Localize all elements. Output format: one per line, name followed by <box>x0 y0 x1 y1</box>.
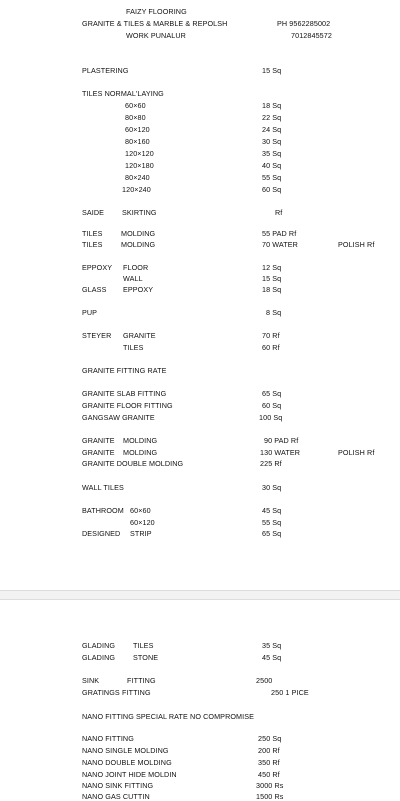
pup-label: PUP <box>82 308 98 317</box>
tile-rate: 55 Sq <box>262 173 282 182</box>
tile-size: 120×120 <box>125 149 154 158</box>
steyer-col1: STEYER <box>82 331 112 340</box>
wall-tiles-label: WALL TILES <box>82 483 124 492</box>
bathroom-rate: 45 Sq <box>262 506 282 515</box>
tile-size: 120×180 <box>125 161 154 170</box>
tile-size: 80×240 <box>125 173 150 182</box>
bathroom-col1: DESIGNED <box>82 529 121 538</box>
tiles-molding-col1: TILES <box>82 240 103 249</box>
tiles-laying-heading: TILES NORMAL'LAYING <box>82 89 164 98</box>
phone-number: PH 9562285002 <box>277 19 331 28</box>
nano-label: NANO FITTING <box>82 734 134 743</box>
eppoxy-col2: FLOOR <box>123 263 149 272</box>
tiles-molding-col2: MOLDING <box>121 240 156 249</box>
nano-rate: 250 Sq <box>258 734 282 743</box>
tile-rate: 24 Sq <box>262 125 282 134</box>
eppoxy-rate: 12 Sq <box>262 263 282 272</box>
granite-molding-extra: POLISH Rf <box>338 448 375 457</box>
granite-fitting-rate: 100 Sq <box>259 413 283 422</box>
tiles-molding-col2: MOLDING <box>121 229 156 238</box>
fitting-rate: 250 1 PICE <box>271 688 309 697</box>
fitting-col1: SINK <box>82 676 100 685</box>
tile-rate: 60 Sq <box>262 185 282 194</box>
nano-label: NANO DOUBLE MOLDING <box>82 758 172 767</box>
eppoxy-col1: EPPOXY <box>82 263 113 272</box>
pup-rate: 8 Sq <box>266 308 282 317</box>
nano-label: NANO JOINT HIDE MOLDIN <box>82 770 177 779</box>
granite-molding-rate: 130 WATER <box>260 448 301 457</box>
tile-size: 80×160 <box>125 137 150 146</box>
tiles-molding-rate: 55 PAD Rf <box>262 229 297 238</box>
glading-rate: 45 Sq <box>262 653 282 662</box>
granite-fitting-label: GRANITE SLAB FITTING <box>82 389 167 398</box>
granite-molding-col1: GRANITE <box>82 448 115 457</box>
bathroom-rate: 65 Sq <box>262 529 282 538</box>
granite-molding-col1: GRANITE DOUBLE MOLDING <box>82 459 184 468</box>
services-line: GRANITE & TILES & MARBLE & REPOLSH <box>82 19 228 28</box>
skirting-col2: SKIRTING <box>122 208 157 217</box>
nano-rate: 200 Rf <box>258 746 280 755</box>
nano-label: NANO SINK FITTING <box>82 781 154 790</box>
plastering-label: PLASTERING <box>82 66 129 75</box>
eppoxy-col2: WALL <box>123 274 143 283</box>
tile-rate: 30 Sq <box>262 137 282 146</box>
business-name: FAIZY FLOORING <box>126 7 187 16</box>
glading-rate: 35 Sq <box>262 641 282 650</box>
tile-size: 60×120 <box>125 125 150 134</box>
tiles-molding-rate: 70 WATER <box>262 240 298 249</box>
steyer-col2: TILES <box>123 343 144 352</box>
nano-heading: NANO FITTING SPECIAL RATE NO COMPROMISE <box>82 712 255 721</box>
location-line: WORK PUNALUR <box>126 31 186 40</box>
granite-fitting-label: GRANITE FLOOR FITTING <box>82 401 173 410</box>
granite-molding-rate: 90 PAD Rf <box>264 436 299 445</box>
glading-col1: GLADING <box>82 641 116 650</box>
steyer-rate: 60 Rf <box>262 343 280 352</box>
tile-rate: 35 Sq <box>262 149 282 158</box>
granite-fitting-rate: 60 Sq <box>262 401 282 410</box>
eppoxy-rate: 15 Sq <box>262 274 282 283</box>
tile-size: 120×240 <box>122 185 151 194</box>
granite-molding-col2: MOLDING <box>123 436 158 445</box>
granite-molding-col2: MOLDING <box>123 448 158 457</box>
fitting-col2: FITTING <box>122 688 151 697</box>
phone-number-2: 7012845572 <box>291 31 332 40</box>
granite-molding-rate: 225 Rf <box>260 459 282 468</box>
tiles-molding-col1: TILES <box>82 229 103 238</box>
glading-col2: TILES <box>133 641 154 650</box>
nano-rate: 1500 Rs <box>256 792 284 801</box>
granite-rate-heading: GRANITE FITTING RATE <box>82 366 167 375</box>
tile-rate: 18 Sq <box>262 101 282 110</box>
tile-rate: 40 Sq <box>262 161 282 170</box>
fitting-col2: FITTING <box>127 676 156 685</box>
plastering-rate: 15 Sq <box>262 66 282 75</box>
bathroom-col2: 60×60 <box>130 506 151 515</box>
tile-size: 80×80 <box>125 113 146 122</box>
skirting-rate: Rf <box>275 208 283 217</box>
bathroom-rate: 55 Sq <box>262 518 282 527</box>
bathroom-col1: BATHROOM <box>82 506 124 515</box>
page-2 <box>0 600 400 801</box>
nano-rate: 350 Rf <box>258 758 280 767</box>
eppoxy-col1: GLASS <box>82 285 107 294</box>
granite-fitting-label: GANGSAW GRANITE <box>82 413 155 422</box>
granite-molding-col1: GRANITE <box>82 436 115 445</box>
fitting-col1: GRATINGS <box>82 688 120 697</box>
steyer-col2: GRANITE <box>123 331 156 340</box>
steyer-rate: 70 Rf <box>262 331 280 340</box>
glading-col1: GLADING <box>82 653 116 662</box>
nano-label: NANO SINGLE MOLDING <box>82 746 169 755</box>
bathroom-col2: STRIP <box>130 529 152 538</box>
tiles-molding-extra: POLISH Rf <box>338 240 375 249</box>
tile-rate: 22 Sq <box>262 113 282 122</box>
nano-rate: 450 Rf <box>258 770 280 779</box>
wall-tiles-rate: 30 Sq <box>262 483 282 492</box>
page-separator <box>0 590 400 600</box>
bathroom-col2: 60×120 <box>130 518 155 527</box>
glading-col2: STONE <box>133 653 159 662</box>
fitting-rate: 2500 <box>256 676 273 685</box>
tile-size: 60×60 <box>125 101 146 110</box>
granite-fitting-rate: 65 Sq <box>262 389 282 398</box>
nano-rate: 3000 Rs <box>256 781 284 790</box>
eppoxy-rate: 18 Sq <box>262 285 282 294</box>
skirting-col1: SAIDE <box>82 208 105 217</box>
eppoxy-col2: EPPOXY <box>123 285 154 294</box>
nano-label: NANO GAS CUTTIN <box>82 792 150 801</box>
